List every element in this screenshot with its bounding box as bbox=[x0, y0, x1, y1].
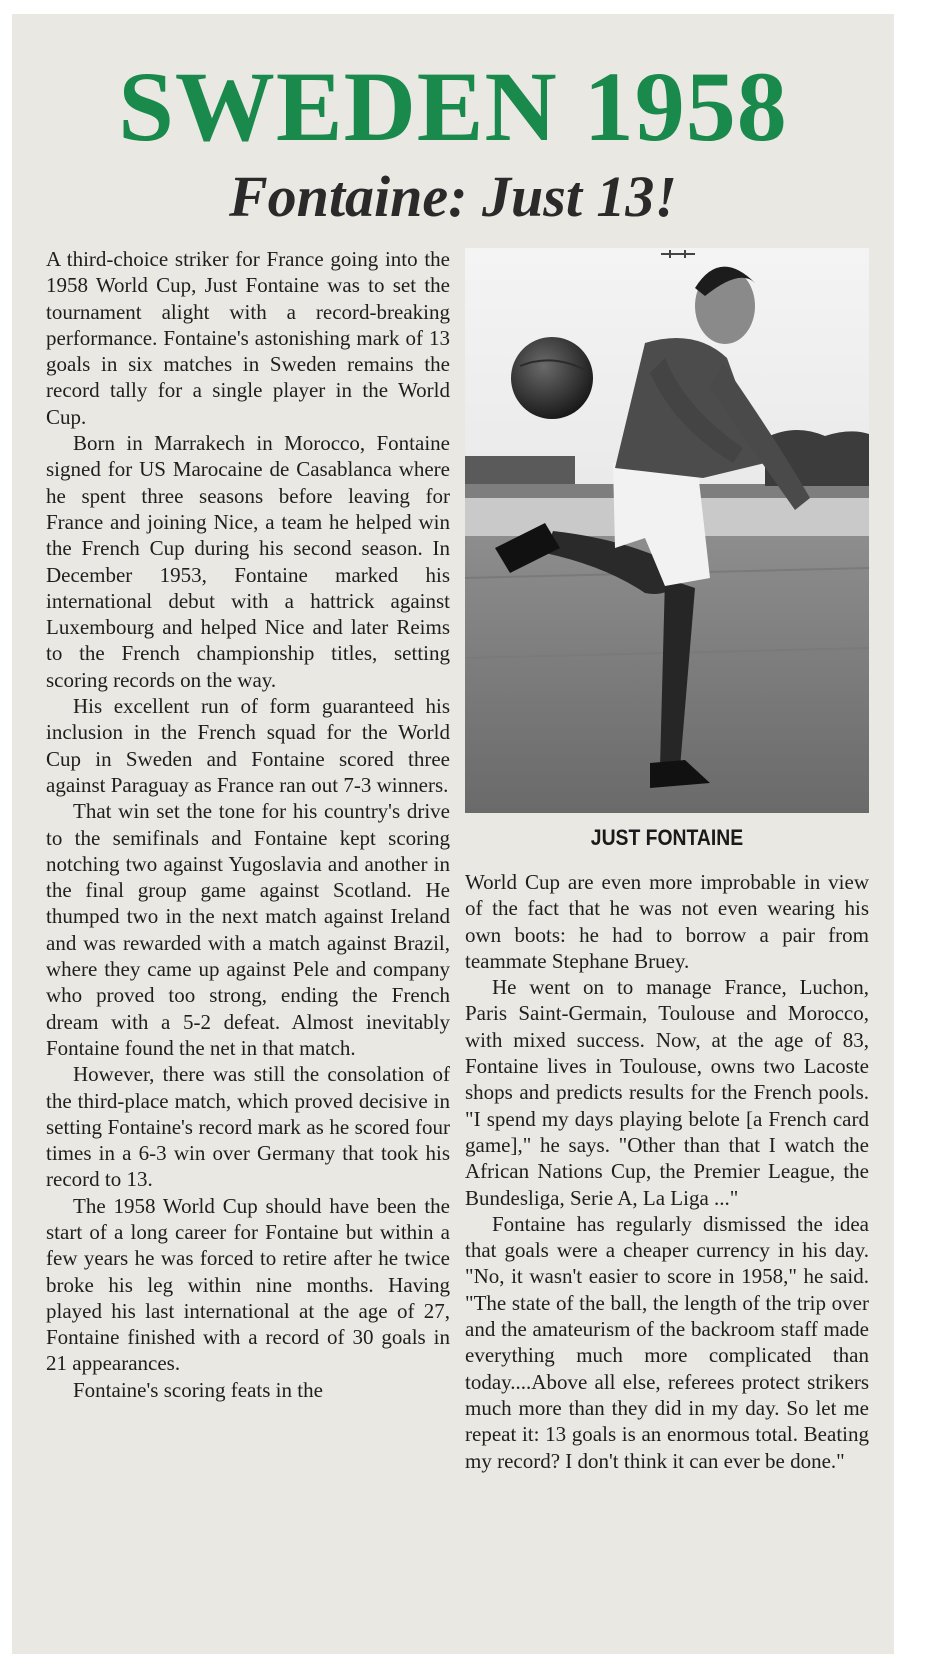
paragraph: His excellent run of form guaranteed his inclusion in the French squad for the World Cup in Sweden and Fontaine scored three against Paraguay as France ran out 7-3 winners. bbox=[46, 694, 450, 797]
paragraph: Fontaine has regularly dismissed the idea that goals were a cheaper currency in his day. "No, it wasn't easier to score in 1958," he said. "The state of the ball, the length of the trip over and the amateurism of the backroom staff made everything much more complicated than today....Above all else, referees protect strikers much more than they did in my day. So let me repeat it: 13 goals is an enormous total. Beating my record? I don't think it can ever be done." bbox=[465, 1211, 869, 1473]
headline: SWEDEN 1958 bbox=[118, 51, 788, 162]
paragraph: However, there was still the consolation of the third-place match, which proved decisive in setting Fontaine's record mark as he scored four times in a 6-3 win over Germany that took his record to 13. bbox=[46, 1062, 450, 1192]
photo-caption: JUST FONTAINE bbox=[590, 825, 744, 850]
paragraph: That win set the tone for his country's drive to the semifinals and Fontaine kept scoring notching two against Yugoslavia and another in the final group game against Scotland. He thumped two in the next match against Ireland and was rewarded with a match against Brazil, where they came up against Pele and company who proved too strong, ending the French dream with a 5-2 defeat. Almost inevitably Fontaine found the net in that match. bbox=[46, 799, 450, 1060]
paragraph: The 1958 World Cup should have been the start of a long career for Fontaine but within a few years he was forced to retire after he twice broke his leg within nine months. Having played his last international at the age of 27, Fontaine finished with a record of 30 goals in 21 appearances. bbox=[46, 1193, 450, 1376]
paragraph: World Cup are even more improbable in view of the fact that he was not even wearing his own boots: he had to borrow a pair from teammate Stephane Bruey. bbox=[465, 870, 869, 973]
paragraph: A third-choice striker for France going into the 1958 World Cup, Just Fontaine was to set the tournament alight with a record-breaking performance. Fontaine's astonishing mark of 13 goals in six matches in Sweden remains the record tally for a single player in the World Cup. bbox=[46, 247, 450, 429]
subheadline: Fontaine: Just 13! bbox=[229, 164, 677, 229]
article-right-column bbox=[465, 869, 869, 1474]
paragraph: He went on to manage France, Luchon, Paris Saint-Germain, Toulouse and Morocco, with mixed success. Now, at the age of 83, Fontaine lives in Toulouse, owns two Lacoste shops and predicts results for the French pools. "I spend my days playing belote [a French card game]," he says. "Other than that I watch the African Nations Cup, the Premier League, the Bundesliga, Serie A, La Liga ..." bbox=[465, 975, 869, 1210]
magazine-page bbox=[12, 14, 894, 1654]
article-left-column bbox=[46, 246, 450, 1403]
paragraph: Fontaine's scoring feats in the bbox=[73, 1377, 323, 1402]
player-photo bbox=[465, 248, 869, 813]
paragraph: Born in Marrakech in Morocco, Fontaine signed for US Marocaine de Casablanca where he spent three seasons before leaving for France and joining Nice, a team he helped win the French Cup during his second season. In December 1953, Fontaine marked his international debut with a hattrick against Luxembourg and helped Nice and later Reims to the French championship titles, setting scoring records on the way. bbox=[46, 431, 450, 692]
